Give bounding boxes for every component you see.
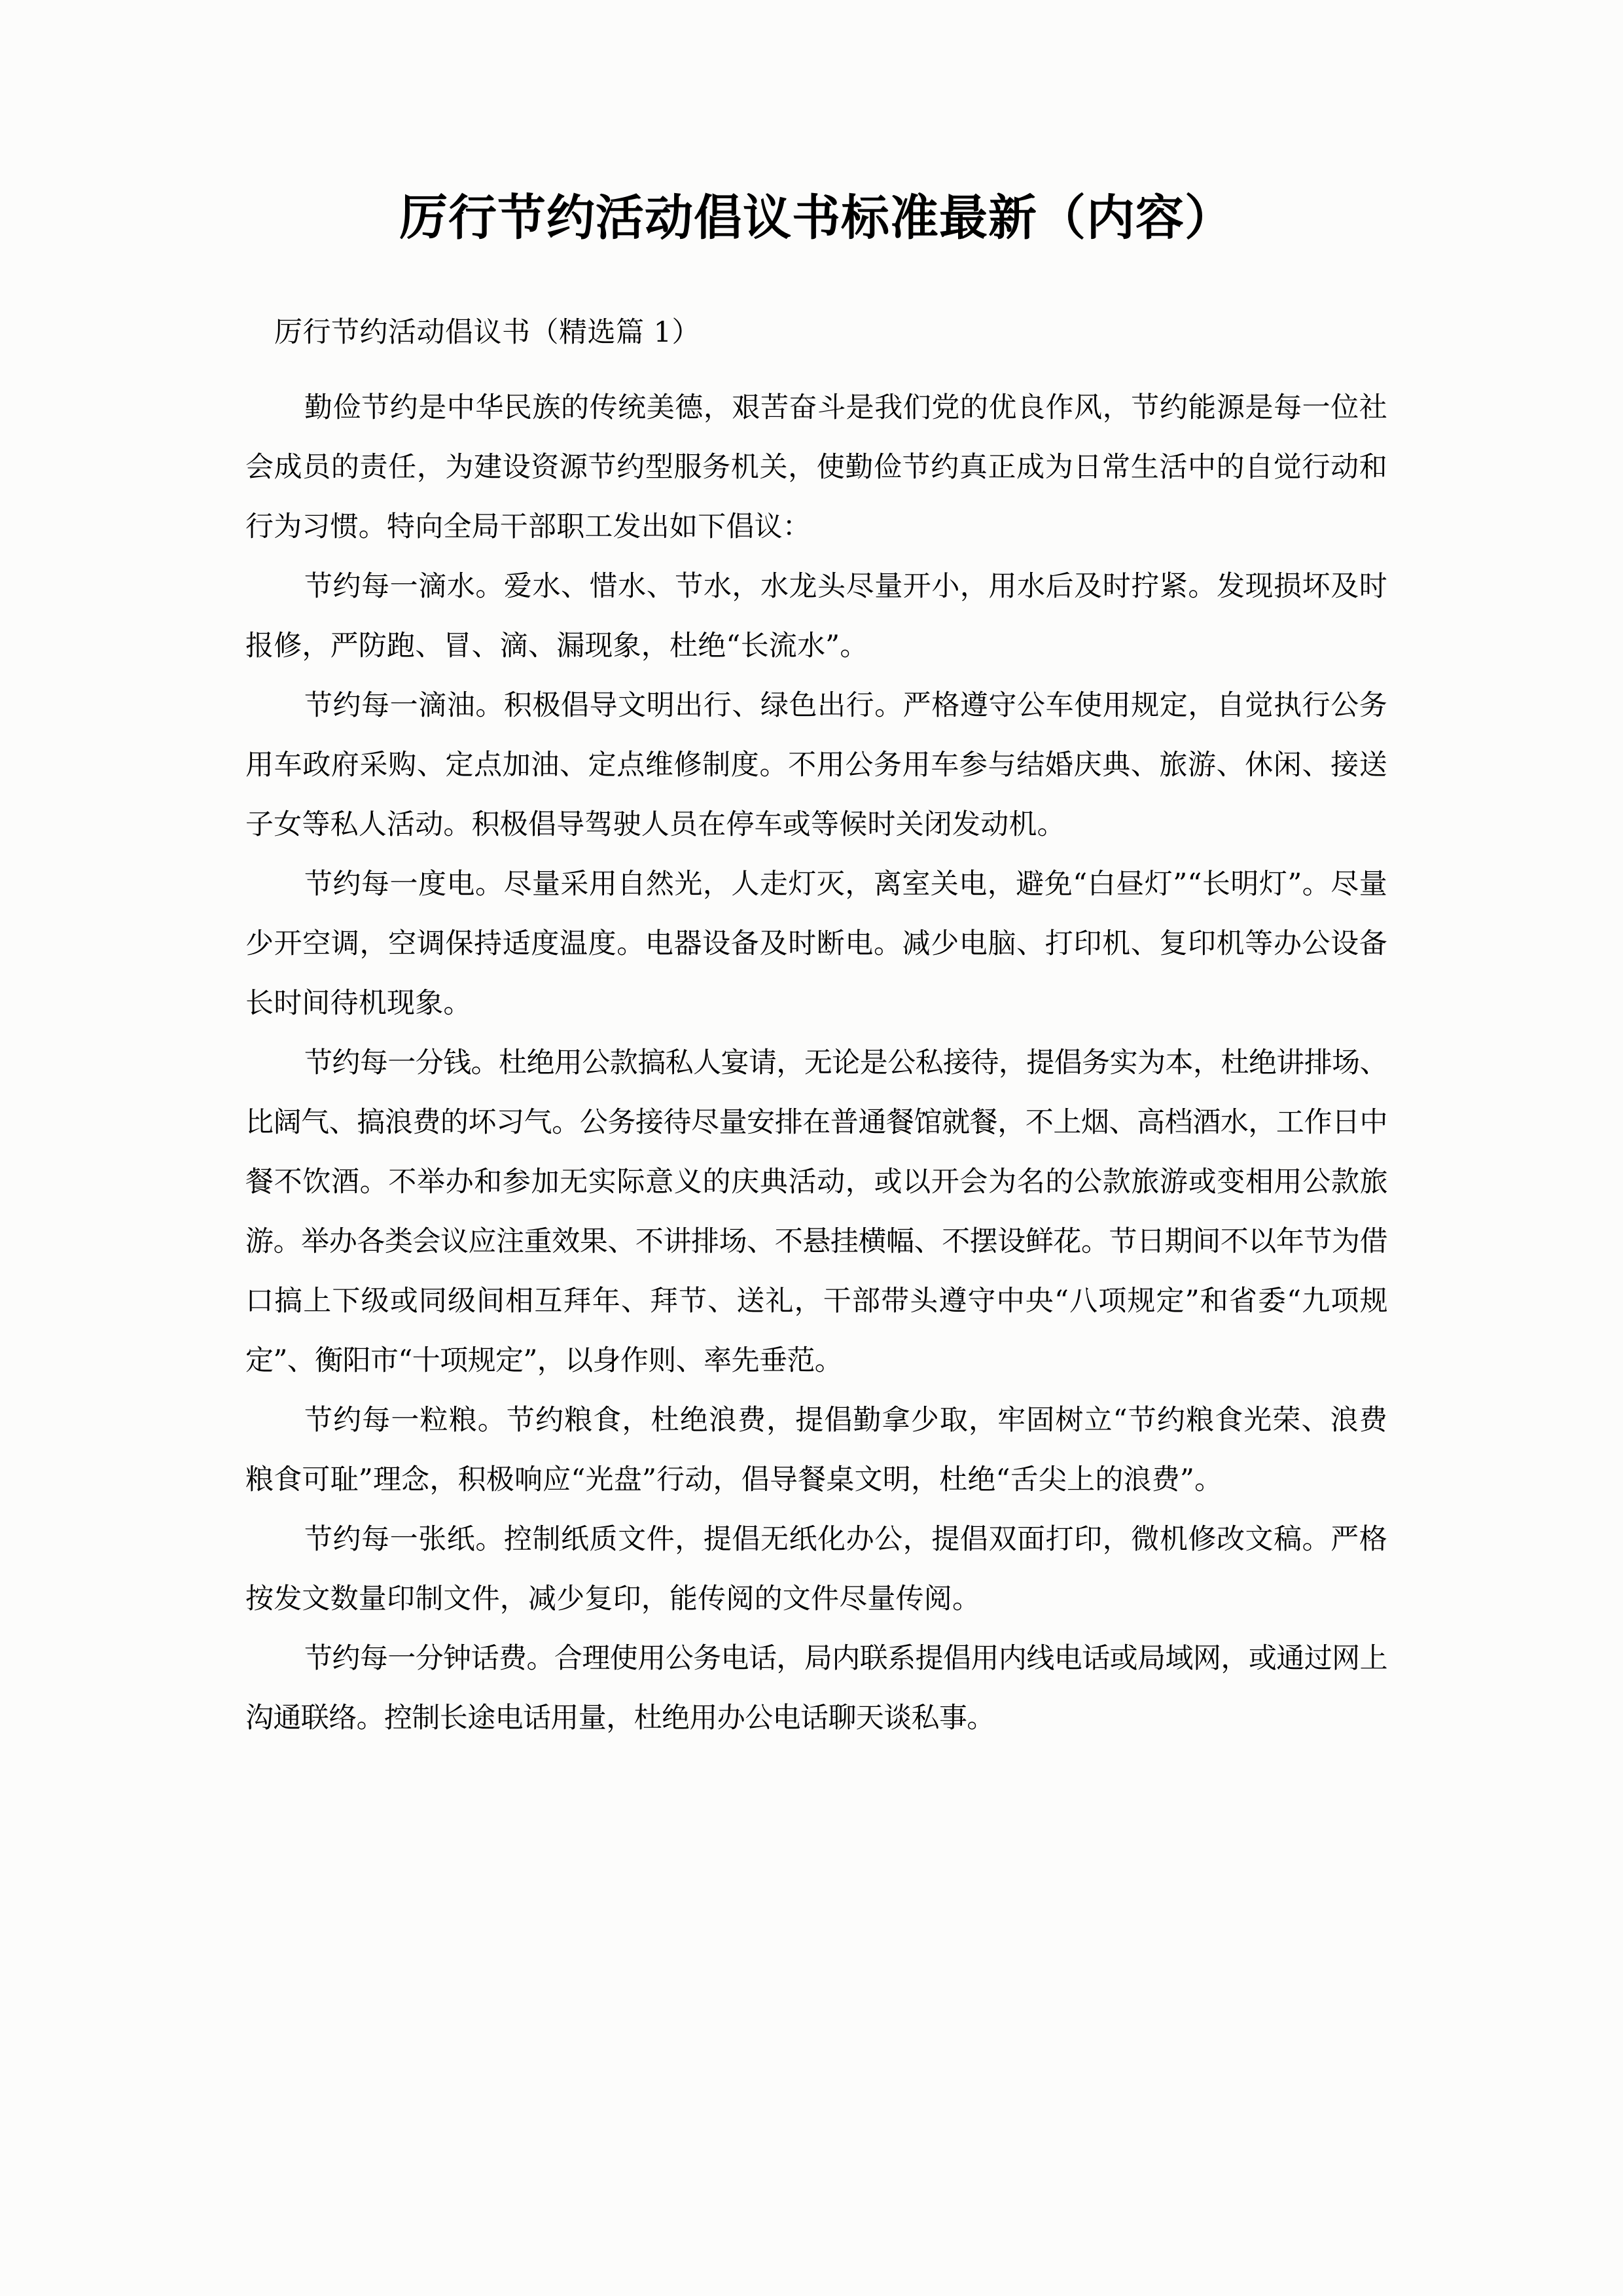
paragraph: 节约每一度电。尽量采用自然光，人走灯灭，离室关电，避免“白昼灯”“长明灯”。尽量少开空调，空调保持适度温度。电器设备及时断电。减少电脑、打印机、复印机等办公设备长时间待机现象。 [245, 868, 1387, 1020]
paragraph: 节约每一滴水。爱水、惜水、节水，水龙头尽量开小，用水后及时拧紧。发现损坏及时报修，严防跑、冒、滴、漏现象，杜绝“长流水”。 [245, 570, 1387, 663]
document-subtitle: 厉行节约活动倡议书（精选篇 1） [274, 316, 701, 350]
paragraph: 勤俭节约是中华民族的传统美德，艰苦奋斗是我们党的优良作风，节约能源是每一位社会成员的责任，为建设资源节约型服务机关，使勤俭节约真正成为日常生活中的自觉行动和行为习惯。特向全局干部职工发出如下倡议： [245, 391, 1387, 544]
document-body [245, 347, 1387, 1748]
paragraph: 节约每一分钱。杜绝用公款搞私人宴请，无论是公私接待，提倡务实为本，杜绝讲排场、比阔气、搞浪费的坏习气。公务接待尽量安排在普通餐馆就餐，不上烟、高档酒水，工作日中餐不饮酒。不举办和参加无实际意义的庆典活动，或以开会为名的公款旅游或变相用公款旅游。举办各类会议应注重效果、不讲排场、不悬挂横幅、不摆设鲜花。节日期间不以年节为借口搞上下级或同级间相互拜年、拜节、送礼，干部带头遵守中央“八项规定”和省委“九项规定”、衡阳市“十项规定”，以身作则、率先垂范。 [245, 1047, 1387, 1378]
paragraph: 节约每一粒粮。节约粮食，杜绝浪费，提倡勤拿少取，牢固树立“节约粮食光荣、浪费粮食可耻”理念，积极响应“光盘”行动，倡导餐桌文明，杜绝“舌尖上的浪费”。 [245, 1404, 1387, 1497]
paragraph: 节约每一分钟话费。合理使用公务电话，局内联系提倡用内线电话或局域网，或通过网上沟通联络。控制长途电话用量，杜绝用办公电话聊天谈私事。 [245, 1642, 1387, 1735]
page-title: 厉行节约活动倡议书标准最新（内容） [399, 190, 1234, 246]
document-content [245, 0, 1387, 1748]
paragraph: 节约每一滴油。积极倡导文明出行、绿色出行。严格遵守公车使用规定，自觉执行公务用车政府采购、定点加油、定点维修制度。不用公务用车参与结婚庆典、旅游、休闲、接送子女等私人活动。积极倡导驾驶人员在停车或等候时关闭发动机。 [245, 689, 1387, 842]
paragraph: 节约每一张纸。控制纸质文件，提倡无纸化办公，提倡双面打印，微机修改文稿。严格按发文数量印制文件，减少复印，能传阅的文件尽量传阅。 [245, 1523, 1387, 1616]
